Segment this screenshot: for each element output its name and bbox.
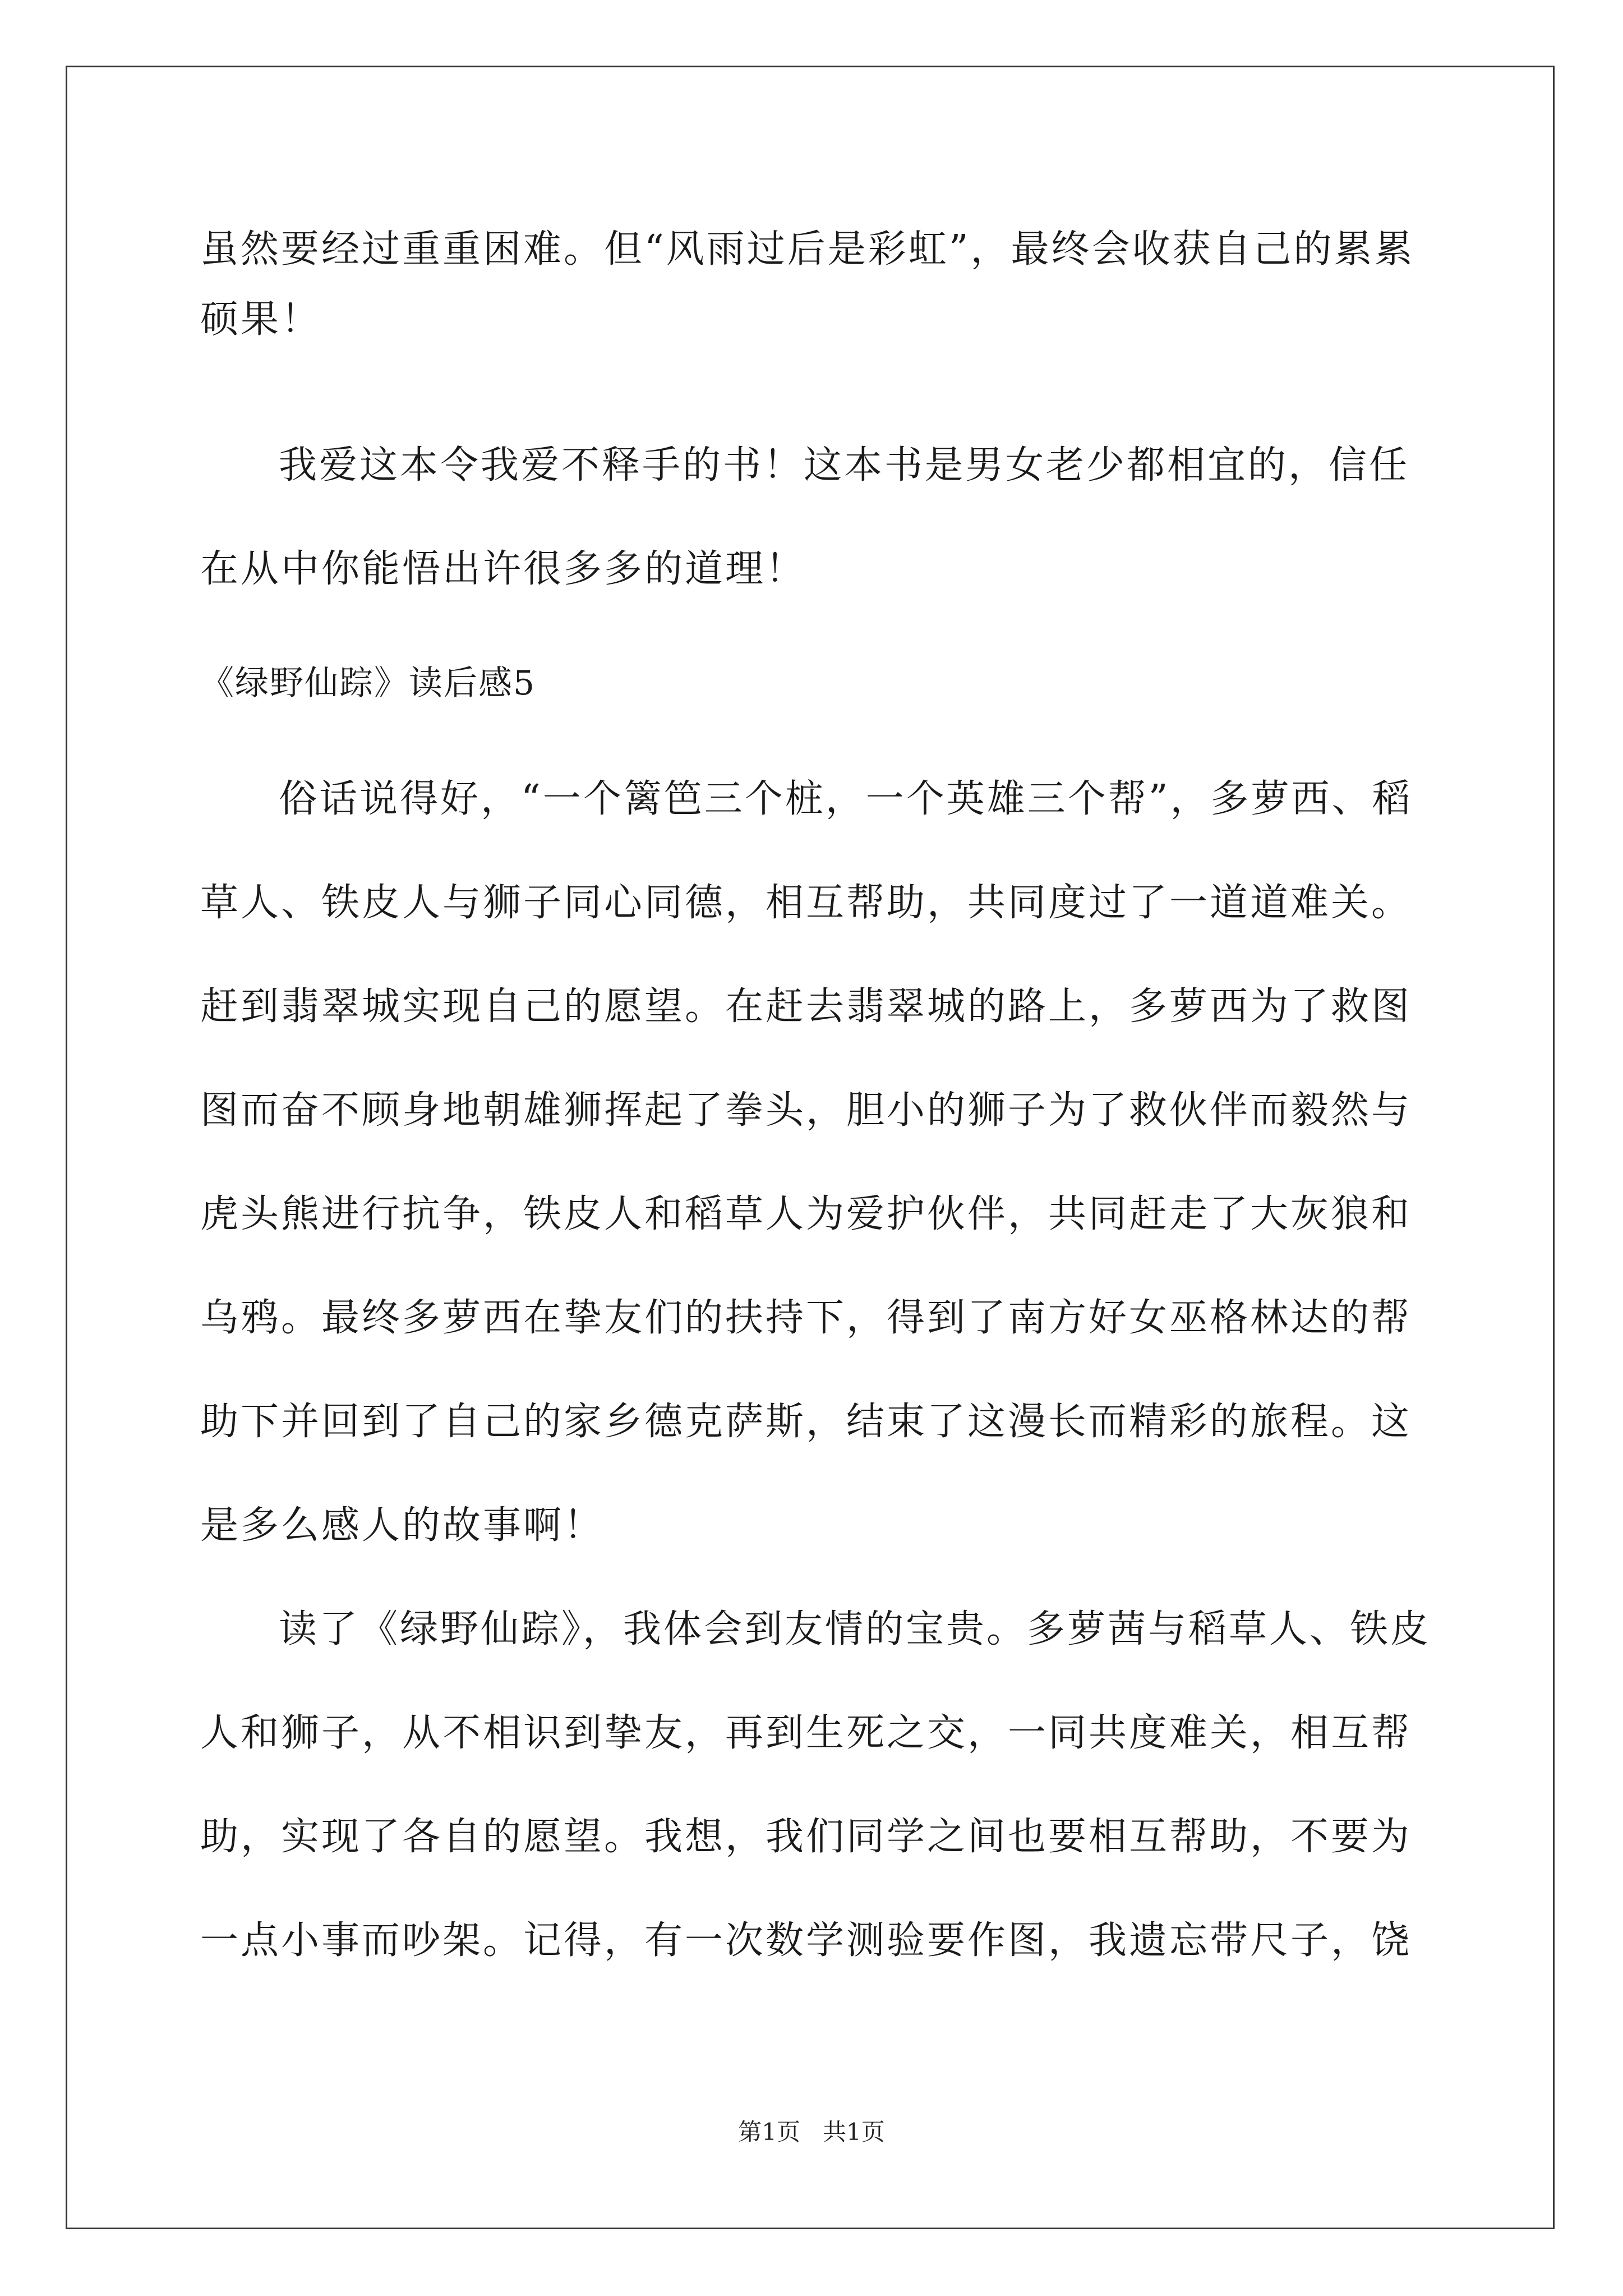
section-heading: 《绿野仙踪》读后感5 [200, 664, 536, 703]
paragraph-line: 硕果！ [200, 297, 322, 342]
paragraph-line: 虽然要经过重重困难。但“风雨过后是彩虹”，最终会收获自己的累累 [200, 227, 1415, 272]
paragraph-line: 赶到翡翠城实现自己的愿望。在赶去翡翠城的路上，多萝西为了救图 [200, 984, 1412, 1029]
page-footer [0, 2118, 1623, 2146]
paragraph-line: 草人、铁皮人与狮子同心同德，相互帮助，共同度过了一道道难关。 [200, 881, 1412, 925]
paragraph-line: 图而奋不顾身地朝雄狮挥起了拳头，胆小的狮子为了救伙伴而毅然与 [200, 1088, 1412, 1133]
paragraph-line: 是多么感人的故事啊！ [200, 1503, 605, 1548]
page-number: 第1页 [738, 2118, 800, 2146]
paragraph-line: 乌鸦。最终多萝西在挚友们的扶持下，得到了南方好女巫格林达的帮 [200, 1296, 1412, 1340]
paragraph-line: 读了《绿野仙踪》，我体会到友情的宝贵。多萝茜与稻草人、铁皮 [279, 1607, 1431, 1651]
paragraph-line: 虎头熊进行抗争，铁皮人和稻草人为爱护伙伴，共同赶走了大灰狼和 [200, 1192, 1412, 1236]
paragraph-line: 在从中你能悟出许很多多的道理！ [200, 547, 806, 591]
page-border [66, 66, 1555, 2229]
paragraph-line: 我爱这本令我爱不释手的书！这本书是男女老少都相宜的，信任 [279, 443, 1410, 487]
paragraph-line: 助下并回到了自己的家乡德克萨斯，结束了这漫长而精彩的旅程。这 [200, 1400, 1412, 1444]
paragraph-line: 人和狮子，从不相识到挚友，再到生死之交，一同共度难关，相互帮 [200, 1711, 1412, 1755]
paragraph-line: 助，实现了各自的愿望。我想，我们同学之间也要相互帮助，不要为 [200, 1815, 1412, 1859]
page-total: 共1页 [823, 2118, 885, 2146]
paragraph-line: 俗话说得好，“一个篱笆三个桩，一个英雄三个帮”，多萝西、稻 [279, 777, 1413, 821]
paragraph-line: 一点小事而吵架。记得，有一次数学测验要作图，我遗忘带尺子，饶 [200, 1918, 1412, 1963]
